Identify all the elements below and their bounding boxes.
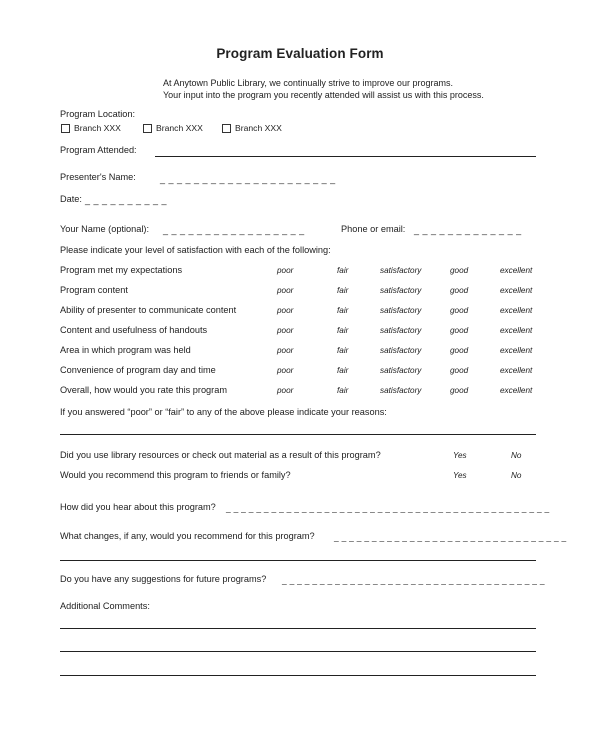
presenter-label: Presenter's Name: [60, 172, 136, 182]
rating-option-poor[interactable]: poor [277, 266, 294, 275]
hear-blank[interactable]: _ _ _ _ _ _ _ _ _ _ _ _ _ _ _ _ _ _ _ _ _ _ _ _ _ _ _ _ _ _ _ _ _ _ _ _ _ _ _ _ _ _ _ [226, 503, 550, 513]
rating-option-fair[interactable]: fair [337, 326, 349, 335]
rating-option-poor[interactable]: poor [277, 386, 294, 395]
presenter-blank[interactable]: _ _ _ _ _ _ _ _ _ _ _ _ _ _ _ _ _ _ _ _ _ [160, 174, 336, 184]
rating-option-satisfactory[interactable]: satisfactory [380, 386, 422, 395]
rating-option-fair[interactable]: fair [337, 286, 349, 295]
yesno-question-2: Would you recommend this program to friends or family? [60, 470, 291, 480]
comments-line-1[interactable] [60, 628, 536, 629]
comments-label: Additional Comments: [60, 601, 150, 611]
yes-option[interactable]: Yes [453, 451, 467, 460]
reasons-label: If you answered “poor” or “fair” to any of the above please indicate your reasons: [60, 407, 387, 417]
rating-option-good[interactable]: good [450, 346, 469, 355]
comments-line-2[interactable] [60, 651, 536, 652]
rating-option-fair[interactable]: fair [337, 346, 349, 355]
yesno-question-1: Did you use library resources or check out material as a result of this program? [60, 450, 381, 460]
name-label: Your Name (optional): [60, 224, 150, 234]
rating-option-good[interactable]: good [450, 366, 469, 375]
rating-row-label: Content and usefulness of handouts [60, 325, 208, 335]
rating-option-poor[interactable]: poor [277, 326, 294, 335]
suggest-blank[interactable]: _ _ _ _ _ _ _ _ _ _ _ _ _ _ _ _ _ _ _ _ _ _ _ _ _ _ _ _ _ _ _ _ _ _ _ [282, 575, 545, 585]
hear-label: How did you hear about this program? [60, 502, 216, 512]
rating-row-label: Area in which program was held [60, 345, 191, 355]
changes-blank[interactable]: _ _ _ _ _ _ _ _ _ _ _ _ _ _ _ _ _ _ _ _ _ _ _ _ _ _ _ _ _ _ _ [334, 532, 567, 542]
changes-line[interactable] [60, 560, 536, 561]
rating-option-poor[interactable]: poor [277, 306, 294, 315]
rating-option-poor[interactable]: poor [277, 286, 294, 295]
rating-option-fair[interactable]: fair [337, 306, 349, 315]
rating-option-good[interactable]: good [450, 386, 469, 395]
branch-3-checkbox[interactable] [222, 124, 231, 133]
branch-2-label: Branch XXX [156, 123, 203, 133]
date-label: Date: [60, 194, 82, 204]
changes-label: What changes, if any, would you recommend for this program? [60, 531, 315, 541]
name-blank[interactable]: _ _ _ _ _ _ _ _ _ _ _ _ _ _ _ _ _ [163, 225, 305, 235]
rating-row-label: Ability of presenter to communicate content [60, 305, 237, 315]
satisfaction-heading: Please indicate your level of satisfaction with each of the following: [60, 245, 331, 255]
intro-line-1: At Anytown Public Library, we continually strive to improve our programs. [163, 78, 453, 88]
rating-option-excellent[interactable]: excellent [500, 326, 533, 335]
rating-row-label: Overall, how would you rate this program [60, 385, 227, 395]
rating-option-excellent[interactable]: excellent [500, 266, 533, 275]
attended-label: Program Attended: [60, 145, 137, 155]
rating-option-fair[interactable]: fair [337, 266, 349, 275]
branch-1-checkbox[interactable] [61, 124, 70, 133]
rating-row-label: Program content [60, 285, 128, 295]
branch-3-label: Branch XXX [235, 123, 282, 133]
rating-row-label: Program met my expectations [60, 265, 183, 275]
rating-option-satisfactory[interactable]: satisfactory [380, 306, 422, 315]
rating-option-poor[interactable]: poor [277, 366, 294, 375]
rating-option-fair[interactable]: fair [337, 386, 349, 395]
yes-option[interactable]: Yes [453, 471, 467, 480]
contact-label: Phone or email: [341, 224, 406, 234]
rating-option-satisfactory[interactable]: satisfactory [380, 286, 422, 295]
page-title: Program Evaluation Form [216, 46, 384, 61]
suggest-label: Do you have any suggestions for future programs? [60, 574, 267, 584]
branch-1-label: Branch XXX [74, 123, 121, 133]
contact-blank[interactable]: _ _ _ _ _ _ _ _ _ _ _ _ _ [414, 225, 522, 235]
rating-option-good[interactable]: good [450, 266, 469, 275]
rating-option-good[interactable]: good [450, 306, 469, 315]
rating-option-excellent[interactable]: excellent [500, 306, 533, 315]
rating-option-satisfactory[interactable]: satisfactory [380, 346, 422, 355]
rating-option-good[interactable]: good [450, 286, 469, 295]
rating-option-excellent[interactable]: excellent [500, 386, 533, 395]
no-option[interactable]: No [511, 451, 522, 460]
reasons-line[interactable] [60, 434, 536, 435]
comments-line-3[interactable] [60, 675, 536, 676]
rating-option-satisfactory[interactable]: satisfactory [380, 266, 422, 275]
rating-option-satisfactory[interactable]: satisfactory [380, 366, 422, 375]
rating-row-label: Convenience of program day and time [60, 365, 216, 375]
rating-option-excellent[interactable]: excellent [500, 286, 533, 295]
location-label: Program Location: [60, 109, 136, 119]
rating-option-good[interactable]: good [450, 326, 469, 335]
rating-option-satisfactory[interactable]: satisfactory [380, 326, 422, 335]
branch-2-checkbox[interactable] [143, 124, 152, 133]
rating-option-excellent[interactable]: excellent [500, 346, 533, 355]
rating-option-fair[interactable]: fair [337, 366, 349, 375]
date-blank[interactable]: _ _ _ _ _ _ _ _ _ _ [85, 195, 168, 205]
intro-line-2: Your input into the program you recently attended will assist us with this process. [163, 90, 484, 100]
attended-line[interactable] [155, 156, 536, 157]
rating-option-excellent[interactable]: excellent [500, 366, 533, 375]
no-option[interactable]: No [511, 471, 522, 480]
rating-option-poor[interactable]: poor [277, 346, 294, 355]
